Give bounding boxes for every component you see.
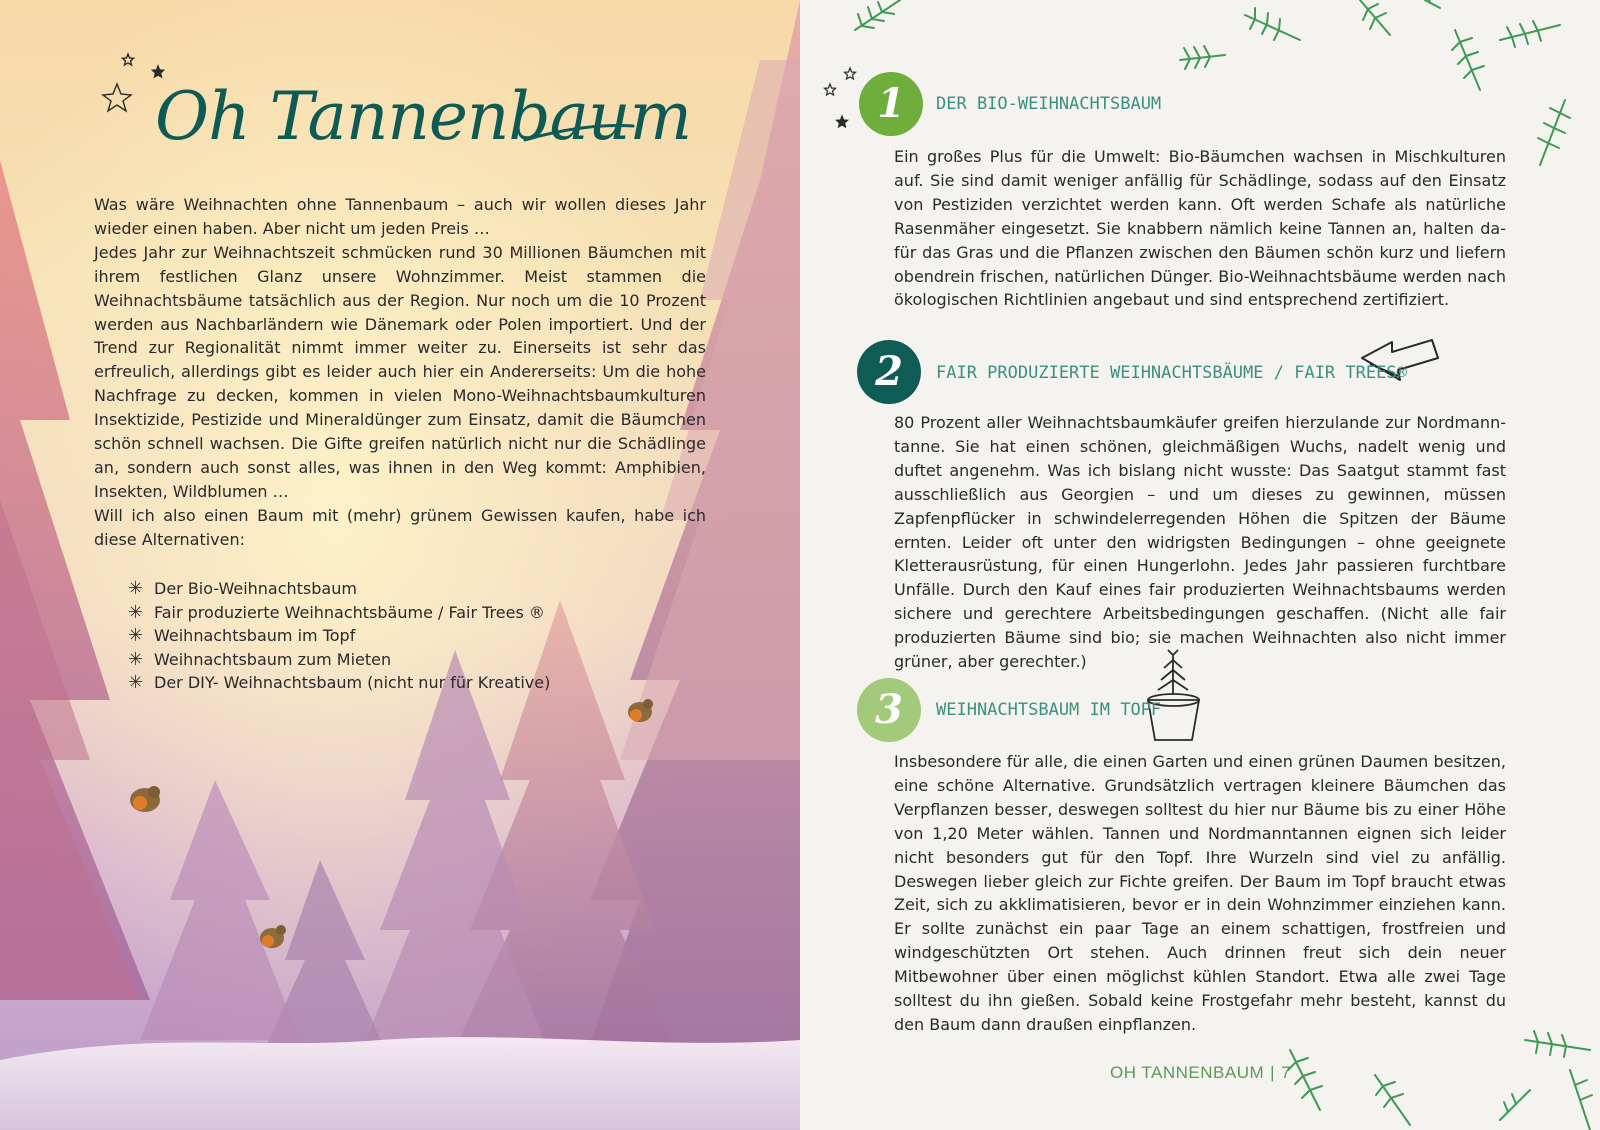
section-body: Insbesondere für alle, die einen Garten und einen grünen Daumen besitzen, eine schöne Alternative. Grundsätzlich vertragen kleinere Bäumchen das Verpflanzen besser, deswegen solltest du hier nur Bäume bis zu einer Höhe von 1,20 Meter wählen. Tannen und Nordmanntannen eignen sich leider nicht besonders gut für den Topf. Ihre Wurzeln sind viel zu anfällig. Deswegen lieber gleich zur Fichte greifen. Der Baum im Topf braucht etwas Zeit, sich zu akklimatisieren, bevor er in dein Wohnzimmer einziehen kann. Er sollte zunächst ein paar Tage an einem schattigen, frostfreien und windgeschützten Ort stehen. Auch drinnen freut sich dein neuer Mitbewohner über einen möglichst kühlen Standort. Etwa alle zwei Tage solltest du ihn gießen. Sobald keine Frostgefahr mehr besteht, kannst du den Baum dann draußen einpflanzen. bbox=[894, 752, 1506, 1034]
list-item bbox=[128, 671, 550, 695]
list-item-label: Weihnachtsbaum im Topf bbox=[154, 626, 356, 646]
section-heading: DER BIO-WEIHNACHTSBAUM bbox=[936, 94, 1162, 114]
intro-paragraph: Will ich also einen Baum mit (mehr) grünem Gewissen kaufen, habe ich diese Alternativen: bbox=[94, 505, 706, 549]
section-number-badge: 2 bbox=[857, 340, 921, 404]
asterisk-bullet-icon: ✳ bbox=[128, 672, 144, 694]
section-number-badge: 3 bbox=[857, 678, 921, 742]
right-page bbox=[800, 0, 1600, 1130]
page-title: Oh Tannenbaum bbox=[155, 78, 692, 155]
intro-text bbox=[94, 193, 706, 552]
page-footer bbox=[1110, 1063, 1291, 1083]
section-body: Ein großes Plus für die Umwelt: Bio-Bäumchen wachsen in Mischkulturen auf. Sie sind damit weniger anfällig für Schädlinge, sodass auf den Einsatz von Pestiziden verzichtet werden kann. Oft werden Schafe als natürliche Rasenmäher eingesetzt. Sie knabbern nämlich keine Tannen an, halten dafür das Gras und die Pflanzen zwischen den Bäumen schön kurz und liefern obendrein frischen, natürlichen Dünger. Bio-Weihnachtsbäume werden nach ökologischen Richtlinien angebaut und sind entsprechend zertifiziert. bbox=[894, 147, 1506, 310]
section-heading: WEIHNACHTSBAUM IM TOPF bbox=[936, 700, 1162, 720]
title-swash-decoration bbox=[155, 118, 635, 158]
list-item-label: Fair produzierte Weihnachtsbäume / Fair Trees ® bbox=[154, 602, 545, 622]
alternatives-list bbox=[128, 577, 550, 695]
section-body: 80 Prozent aller Weihnachtsbaumkäufer greifen hierzulande zur Nordmanntanne. Sie hat einen schönen, gleichmäßigen Wuchs, nadelt wenig und duftet angenehm. Was ich bislang nicht wusste: Das Saatgut stammt fast ausschließlich aus Georgien – und um dieses zu gewinnen, müssen Zapfenpflücker in schwindelerregenden Höhen die Spitzen der Bäume ernten. Leider oft unter den widrigsten Bedingungen – ohne geeignete Kletterausrüstung, für einen Hungerlohn. Jedes Jahr passieren furchtbare Unfälle. Durch den Kauf eines fair produzierten Weihnachtsbaums werden sichere und gerechtere Arbeitsbedingungen geschaffen. (Nicht alle fair produzierten Bäume sind bio; sie machen Weihnachten also nicht immer grüner, aber gerechter.) bbox=[894, 413, 1506, 672]
list-item-label: Der DIY- Weihnachtsbaum (nicht nur für Kreative) bbox=[154, 673, 551, 693]
asterisk-bullet-icon: ✳ bbox=[128, 625, 144, 647]
footer-label: OH TANNENBAUM bbox=[1110, 1063, 1265, 1082]
list-item-label: Weihnachtsbaum zum Mieten bbox=[154, 649, 392, 669]
asterisk-bullet-icon: ✳ bbox=[128, 601, 144, 623]
asterisk-bullet-icon: ✳ bbox=[128, 578, 144, 599]
list-item bbox=[128, 577, 550, 601]
page-number: 7 bbox=[1281, 1063, 1292, 1082]
list-item-label: Der Bio-Weihnachtsbaum bbox=[154, 579, 357, 598]
asterisk-bullet-icon: ✳ bbox=[128, 648, 144, 670]
section-heading: FAIR PRODUZIERTE WEIHNACHTSBÄUME / FAIR TREES® bbox=[936, 363, 1407, 383]
intro-paragraph: Was wäre Weihnachten ohne Tannenbaum – auch wir wollen dieses Jahr wieder einen haben. Aber nicht um jeden Preis … bbox=[94, 195, 706, 238]
footer-separator: | bbox=[1270, 1063, 1276, 1082]
intro-paragraph: Jedes Jahr zur Weihnachtszeit schmücken rund 30 Millionen Bäumchen mit ihrem festlichen Glanz unsere Wohnzimmer. Meist stammen die Weihnachtsbäume tatsächlich aus der Region. Nur noch um die 10 Prozent werden aus Nachbarländern wie Dänemark oder Polen importiert. Und der Trend zur Regionalität nimmt immer weiter zu. Einerseits ist sehr das erfreulich, allerdings gibt es leider auch hier ein Andererseits: Um die hohe Nachfrage zu decken, kommen in vielen Mono-Weihnachtsbaumkulturen Insektizide, Pestizide und Mineraldünger zum Einsatz, damit die Bäumchen schön schnell wachsen. Die Gifte greifen natürlich nicht nur die Schädlinge an, sondern auch sonst alles, was ihnen in den Weg kommt: Amphibien, Insekten, Wildblumen … bbox=[94, 242, 706, 501]
stars-decoration-icon bbox=[825, 68, 856, 127]
section-number-badge: 1 bbox=[859, 72, 923, 136]
list-item bbox=[128, 648, 550, 672]
list-item bbox=[128, 601, 550, 625]
list-item bbox=[128, 624, 550, 648]
